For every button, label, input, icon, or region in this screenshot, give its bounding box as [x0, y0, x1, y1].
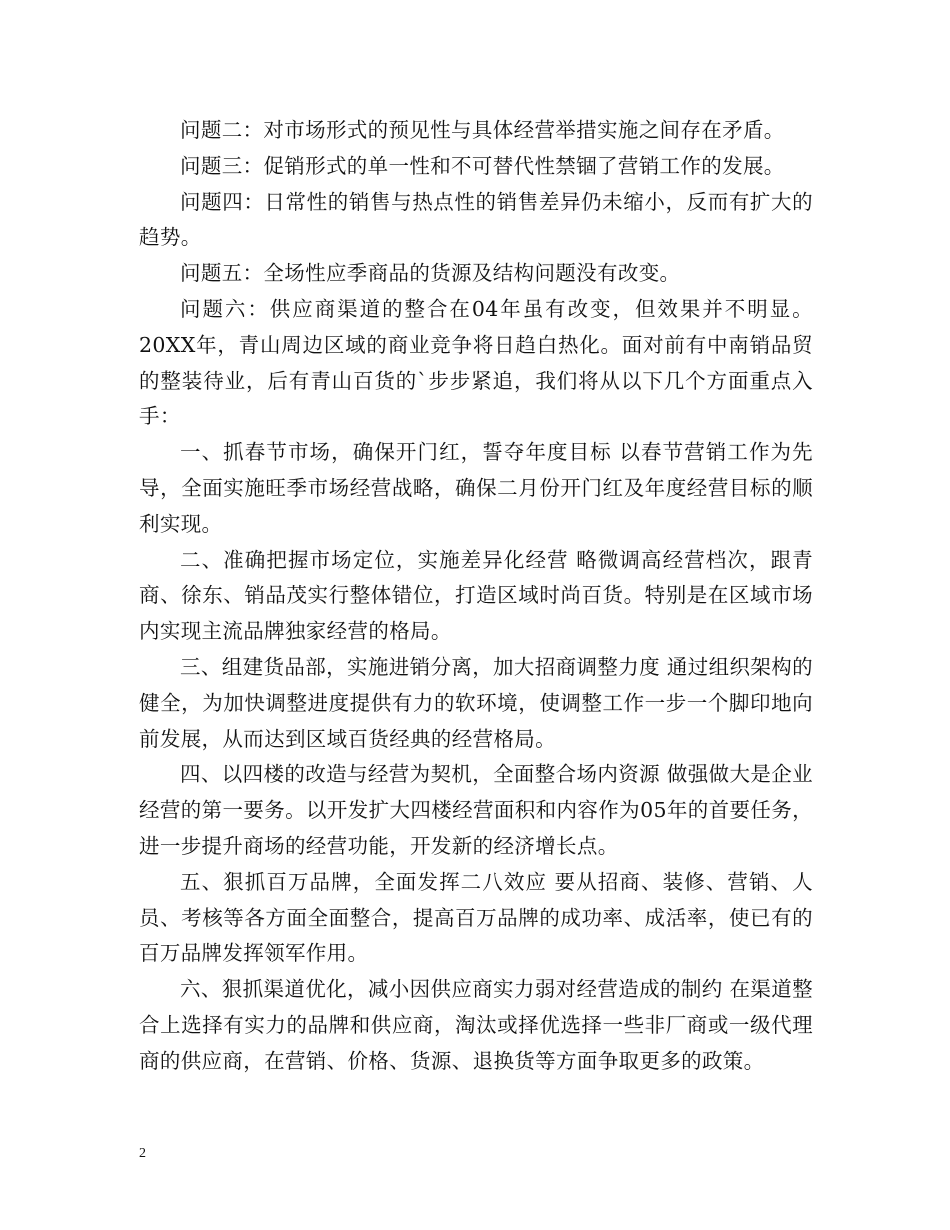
paragraph-measure-5: 五、狠抓百万品牌，全面发挥二八效应 要从招商、装修、营销、人员、考核等各方面全面整合，提高百万品牌的成功率、成活率，使已有的百万品牌发挥领军作用。 [139, 869, 813, 966]
page-number: 2 [139, 1146, 146, 1161]
paragraph-issue-4: 问题四：日常性的销售与热点性的销售差异仍未缩小，反而有扩大的趋势。 [139, 189, 813, 250]
paragraph-issue-5: 问题五：全场性应季商品的货源及结构问题没有改变。 [180, 261, 681, 286]
paragraph-measure-2: 二、准确把握市场定位，实施差异化经营 略微调高经营档次，跟青商、徐东、销品茂实行整体错位，打造区域时尚百货。特别是在区域市场内实现主流品牌独家经营的格局。 [139, 547, 813, 644]
paragraph-issue-6: 问题六：供应商渠道的整合在04年虽有改变，但效果并不明显。20XX年，青山周边区域的商业竞争将日趋白热化。面对前有中南销品贸的整装待业，后有青山百货的`步步紧追，我们将从以下几个方面重点入手： [139, 296, 813, 429]
paragraph-issue-3: 问题三：促销形式的单一性和不可替代性禁锢了营销工作的发展。 [180, 153, 785, 178]
paragraph-measure-6: 六、狠抓渠道优化，减小因供应商实力弱对经营造成的制约 在渠道整合上选择有实力的品牌和供应商，淘汰或择优选择一些非厂商或一级代理商的供应商，在营销、价格、货源、退换货等方面争取更多的政策。 [139, 977, 813, 1073]
paragraph-issue-2: 问题二：对市场形式的预见性与具体经营举措实施之间存在矛盾。 [180, 118, 785, 142]
paragraph-measure-3: 三、组建货品部，实施进销分离，加大招商调整力度 通过组织架构的健全，为加快调整进度提供有力的软环境，使调整工作一步一个脚印地向前发展，从而达到区域百货经典的经营格局。 [139, 654, 813, 751]
paragraph-measure-4: 四、以四楼的改造与经营为契机，全面整合场内资源 做强做大是企业经营的第一要务。以开发扩大四楼经营面积和内容作为05年的首要任务，进一步提升商场的经营功能，开发新的经济增长点。 [139, 762, 813, 858]
document-body [139, 113, 813, 1080]
paragraph-measure-1: 一、抓春节市场，确保开门红，誓夺年度目标 以春节营销工作为先导，全面实施旺季市场经营战略，确保二月份开门红及年度经营目标的顺利实现。 [139, 440, 813, 536]
